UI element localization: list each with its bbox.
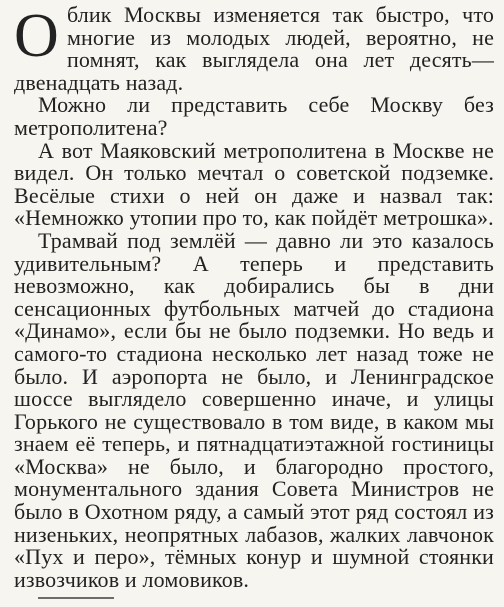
paragraph-2: Можно ли представить себе Москву без метрополитена? [14,92,494,140]
paragraph-1-text: блик Москвы изменяется так быстро, что многие из молодых людей, вероятно, не помнят, как выглядела она лет десять—двенадцать назад. [14,2,494,95]
paragraph-4: Трамвай под землёй — давно ли это казалось удивительным? А теперь и представить невозможно, как добирались бы в дни сенсационных футбольных матчей до стадиона «Динамо», если бы не было подземки. Но ведь и самого-то стадиона несколько лет назад тоже не было. И аэропорта не было, и Ленинградское шоссе выглядело совершенно иначе, и улицы Горького не существовало в том виде, в каком мы знаем её теперь, и пятнадцатиэтажной гостиницы «Москва» не было, и благородно простого, монументального здания Совета Министров не было в Охотном ряду, а самый этот ряд состоял из низеньких, неопрятных лабазов, жалких лавчонок «Пух и перо», тёмных конур и шумной стоянки извозчиков и ломовиков. [14,227,494,592]
article-text [14,4,494,591]
paragraph-1 [14,4,494,94]
drop-cap: О [14,2,59,70]
cropped-next-line-fragment [38,597,114,606]
cropped-text-mark [38,597,114,606]
paragraph-3: А вот Маяковский метрополитена в Москве не видел. Он только мечтал о советской подземке. Весёлые стихи о ней он даже и назвал так: «Немножко утопии про то, как пойдёт метрошка». [14,137,494,231]
